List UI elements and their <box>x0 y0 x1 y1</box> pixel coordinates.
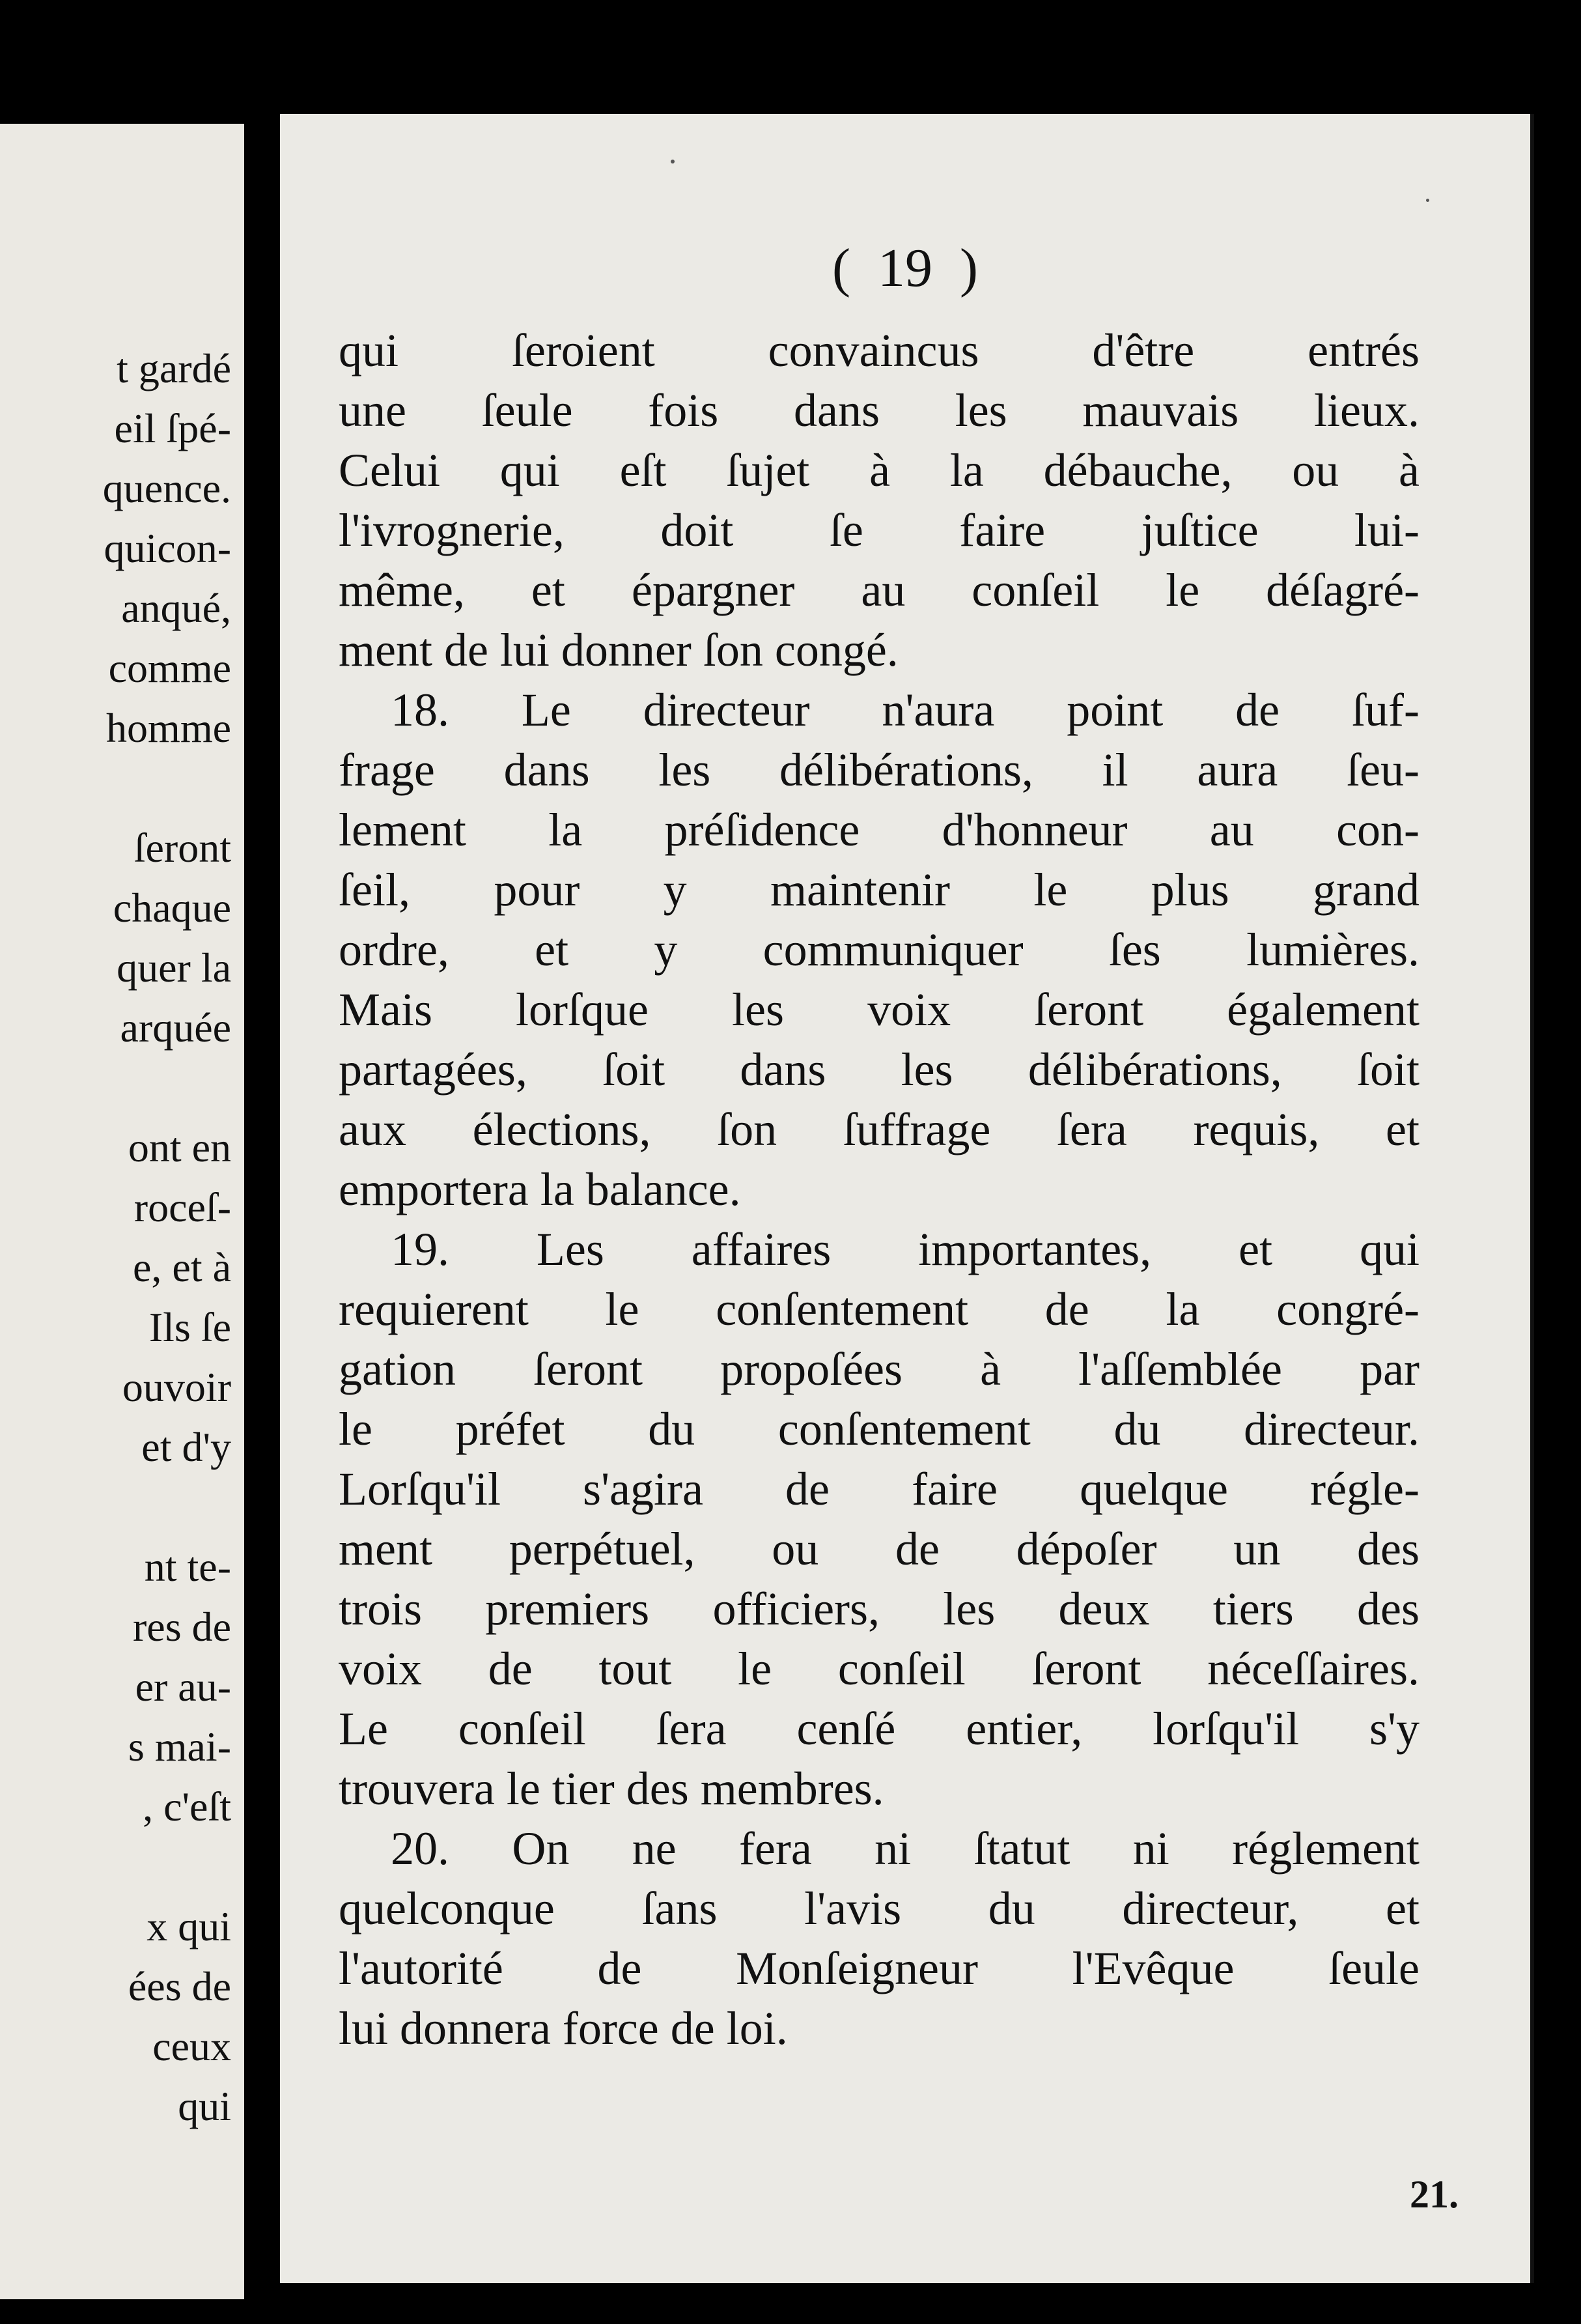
text-line: l'autorité de Monſeigneur l'Evêque ſeule <box>339 1942 1420 1994</box>
left-page-fragment: x qui <box>147 1903 231 1949</box>
right-page <box>280 114 1534 2283</box>
text-line: même, et épargner au conſeil le déſagré- <box>339 564 1420 616</box>
left-page-fragment: anqué, <box>121 585 231 631</box>
text-line: 20. On ne fera ni ſtatut ni réglement <box>391 1822 1420 1875</box>
left-page <box>0 124 244 2299</box>
text-line: ſeil, pour y maintenir le plus grand <box>339 864 1420 916</box>
text-line: 19. Les affaires importantes, et qui <box>391 1223 1420 1275</box>
left-page-fragment: ſeront <box>133 825 231 871</box>
left-page-fragment: eil ſpé- <box>114 405 231 451</box>
left-page-fragment: chaque <box>113 885 231 931</box>
left-page-fragment: quence. <box>102 465 231 511</box>
left-page-fragment: roceſ- <box>133 1184 231 1230</box>
paper-speck <box>1426 199 1429 202</box>
catchword: 21. <box>1410 2173 1459 2216</box>
left-page-fragment: ouvoir <box>122 1364 231 1410</box>
text-line: lui donnera force de loi. <box>339 2002 788 2054</box>
text-line: Celui qui eſt ſujet à la débauche, ou à <box>339 444 1420 496</box>
book-gutter <box>244 111 280 2324</box>
text-line: requierent le conſentement de la congré- <box>339 1283 1420 1335</box>
left-page-fragment: res de <box>132 1604 231 1650</box>
left-page-fragment: s mai- <box>128 1723 231 1770</box>
text-line: qui ſeroient convaincus d'être entrés <box>339 324 1420 376</box>
left-page-fragment: t gardé <box>117 345 231 391</box>
text-line: trouvera le tier des membres. <box>339 1763 884 1815</box>
left-page-fragment: ont en <box>128 1124 231 1170</box>
text-line: frage dans les délibérations, il aura ſeu- <box>339 744 1420 796</box>
text-line: ment de lui donner ſon congé. <box>339 624 899 676</box>
left-page-fragment: comme <box>108 645 231 691</box>
text-line: une ſeule fois dans les mauvais lieux. <box>339 384 1420 436</box>
text-line: trois premiers officiers, les deux tiers des <box>339 1583 1420 1635</box>
left-page-fragment: arquée <box>120 1004 231 1051</box>
left-page-fragment: er au- <box>135 1664 231 1710</box>
left-page-fragment: Ils ſe <box>148 1304 231 1350</box>
text-line: Lorſqu'il s'agira de faire quelque régle- <box>339 1463 1420 1515</box>
text-line: Mais lorſque les voix ſeront également <box>339 984 1420 1036</box>
text-line: ordre, et y communiquer ſes lumières. <box>339 924 1420 976</box>
paper-speck <box>671 160 675 163</box>
text-line: ment perpétuel, ou de dépoſer un des <box>339 1523 1420 1575</box>
text-line: l'ivrognerie, doit ſe faire juſtice lui- <box>339 504 1420 556</box>
left-page-fragment: ées de <box>128 1963 231 2009</box>
text-line: aux élections, ſon ſuffrage ſera requis, et <box>339 1103 1420 1155</box>
text-line: emportera la balance. <box>339 1163 741 1215</box>
text-line: lement la préſidence d'honneur au con- <box>339 804 1420 856</box>
left-page-fragment: nt te- <box>144 1544 231 1590</box>
left-page-fragment: qui <box>178 2083 231 2129</box>
left-page-fragment: homme <box>106 705 231 751</box>
left-page-fragment: et d'y <box>141 1424 231 1470</box>
left-page-fragment: quer la <box>117 944 231 991</box>
left-page-fragment: e, et à <box>133 1244 231 1290</box>
text-line: voix de tout le conſeil ſeront néceſſaires. <box>339 1643 1420 1695</box>
text-line: gation ſeront propoſées à l'aſſemblée par <box>339 1343 1420 1395</box>
text-line: Le conſeil ſera cenſé entier, lorſqu'il s'y <box>339 1703 1420 1755</box>
text-line: 18. Le directeur n'aura point de ſuf- <box>391 684 1420 736</box>
text-line: partagées, ſoit dans les délibérations, ſoit <box>339 1043 1420 1096</box>
left-page-fragment: ceux <box>152 2023 231 2069</box>
left-page-fragment: quicon- <box>104 525 231 571</box>
text-line: le préfet du conſentement du directeur. <box>339 1403 1420 1455</box>
page-number: ( 19 ) <box>832 238 978 298</box>
text-line: quelconque ſans l'avis du directeur, et <box>339 1882 1420 1934</box>
left-page-fragment: , c'eſt <box>143 1783 231 1830</box>
